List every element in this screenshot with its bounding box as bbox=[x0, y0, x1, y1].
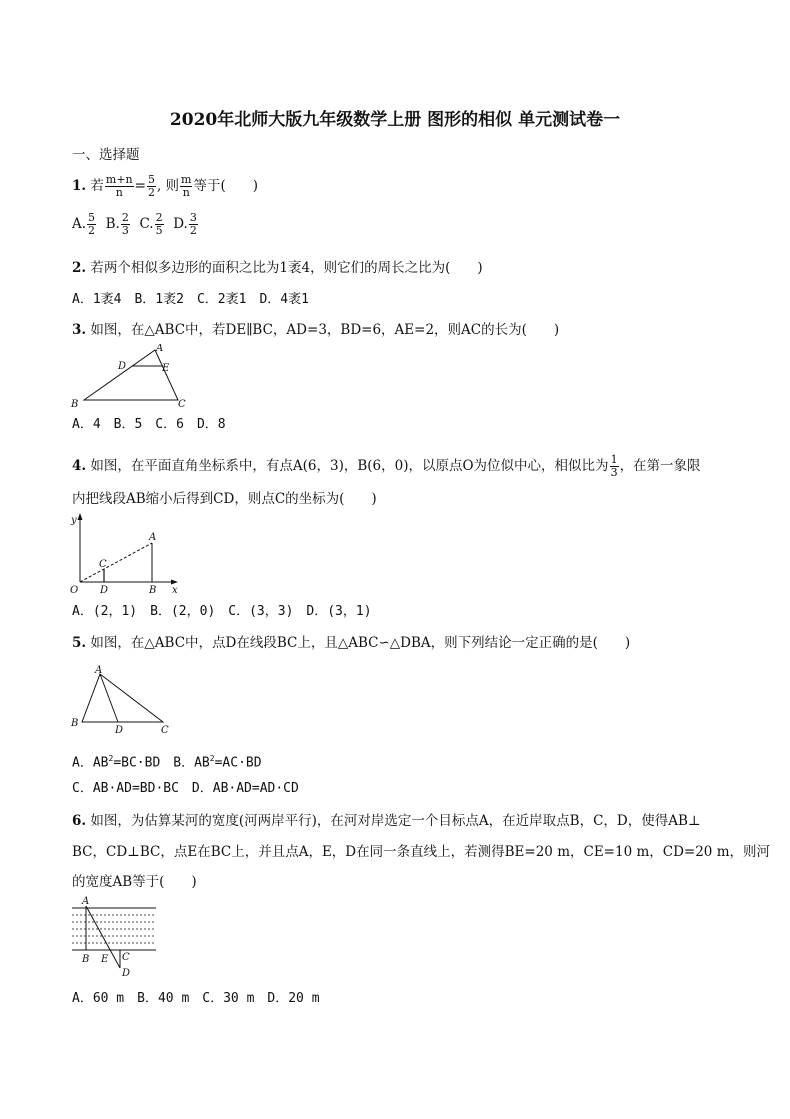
q6-label-a: A bbox=[82, 896, 90, 907]
q1-fraction-1: $\frac{m+n}{n}$ bbox=[105, 173, 133, 199]
section-heading: 一、选择题 bbox=[72, 147, 140, 163]
q6-label-b: B bbox=[82, 954, 90, 965]
q5-label-d: D bbox=[115, 725, 124, 736]
q5-label-c: C bbox=[161, 725, 169, 736]
question-3: 3. 如图，在△ABC中，若DE∥BC，AD=3，BD=6，AE=2，则AC的长为( ) bbox=[72, 322, 560, 338]
q1-fraction-3: $\frac{m}{n}$ bbox=[181, 173, 192, 199]
q6-label-d: D bbox=[122, 968, 131, 979]
q3-label-e: E bbox=[162, 363, 170, 374]
q1-pre: 若 bbox=[90, 178, 104, 194]
q4-label-d: D bbox=[100, 585, 109, 596]
question-6-line-3: 的宽度AB等于( ) bbox=[72, 874, 197, 890]
page-title: 2020年北师大版九年级数学上册 图形的相似 单元测试卷一 bbox=[169, 110, 621, 130]
q6-options: A．60 m B．40 m C．30 m D．20 m bbox=[72, 991, 320, 1006]
q5-label-b: B bbox=[71, 718, 79, 729]
q3-triangle-figure bbox=[68, 344, 198, 412]
q4-label-x: x bbox=[172, 585, 178, 596]
q4-label-o: O bbox=[70, 585, 79, 596]
q3-label-d: D bbox=[118, 361, 127, 372]
q4-label-b: B bbox=[149, 585, 157, 596]
q4-label-a: A bbox=[149, 532, 157, 543]
q5-triangle-figure bbox=[68, 662, 178, 736]
q3-label-c: C bbox=[178, 399, 186, 410]
q6-label-c: C bbox=[122, 952, 130, 963]
q4-options: A．(2，1) B．(2，0) C．(3，3) D．(3，1) bbox=[72, 604, 372, 619]
question-1: 1. 若 $\frac{m+n}{n}$ = $\frac{5}{2}$ , 则 $\frac{m}{n}$ 等于( ) bbox=[72, 173, 259, 199]
q6-label-e: E bbox=[101, 954, 109, 965]
question-2: 2. 若两个相似多边形的面积之比为1袤4，则它们的周长之比为( ) bbox=[72, 260, 483, 276]
q5-options-row-1: A．$AB^2=BC\cdot BD$ B．$AB^2=AC\cdot BD$ bbox=[72, 754, 262, 771]
q5-options-row-2: C．AB·AD=BD·BC D．AB·AD=AD·CD bbox=[72, 781, 299, 796]
question-4: 4. 如图，在平面直角坐标系中，有点A(6，3)，B(6，0)，以原点O为位似中心，相似比为 $\frac{1}{3}$ ，在第一象限 bbox=[72, 453, 701, 479]
q4-fraction: $\frac{1}{3}$ bbox=[610, 453, 618, 479]
q2-options: A．1袤4 B．1袤2 C．2袤1 D．4袤1 bbox=[72, 292, 309, 307]
q4-label-c: C bbox=[99, 559, 107, 570]
q3-options: A．4 B．5 C．6 D．8 bbox=[72, 417, 226, 432]
q1-fraction-2: $\frac{5}{2}$ bbox=[147, 173, 155, 199]
question-6-line-2: BC，CD⊥BC，点E在BC上，并且点A，E，D在同一条直线上，若测得BE=20 m，CE=10 m，CD=20 m，则河 bbox=[72, 844, 770, 860]
q1-options: A. $\frac{5}{2}$ B. $\frac{2}{3}$ C. $\frac{2}{5}$ D. $\frac{3}{2}$ bbox=[72, 211, 197, 237]
q3-label-b: B bbox=[71, 399, 79, 410]
question-4-line-2: 内把线段AB缩小后得到CD，则点C的坐标为( ) bbox=[72, 491, 377, 507]
question-number: 1. bbox=[72, 178, 87, 194]
question-6: 6. 如图，为估算某河的宽度(河两岸平行)，在河对岸选定一个目标点A，在近岸取点B，C，D，使得AB⊥ bbox=[72, 813, 701, 829]
q4-label-y: y bbox=[71, 515, 77, 526]
q4-coordinate-figure bbox=[66, 512, 184, 598]
q5-label-a: A bbox=[95, 665, 103, 676]
q3-label-a: A bbox=[156, 344, 164, 354]
q6-river-figure bbox=[68, 896, 160, 980]
question-5: 5. 如图，在△ABC中，点D在线段BC上，且△ABC∽△DBA，则下列结论一定正确的是( ) bbox=[72, 635, 631, 651]
